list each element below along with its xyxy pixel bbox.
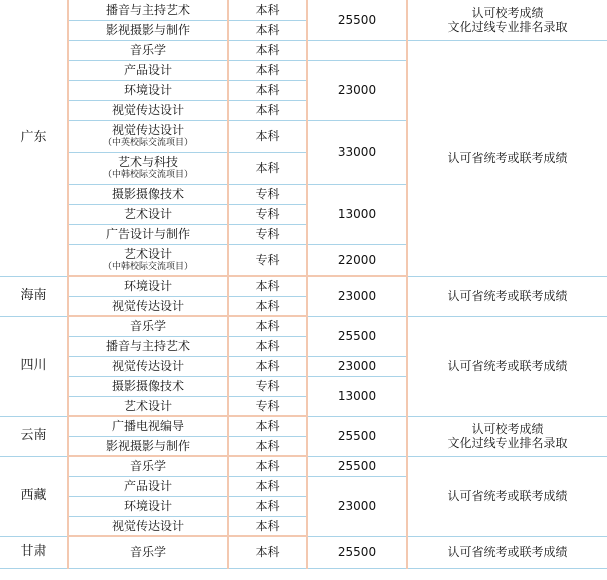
requirement-cell: 认可校考成绩 文化过线专业排名录取 [407, 0, 607, 40]
level-cell: 专科 [228, 244, 307, 276]
major-cell: 广告设计与制作 [68, 224, 228, 244]
major-note: （中韩校际交流项目） [102, 170, 193, 180]
major-cell: 音乐学 [68, 40, 228, 60]
level-cell: 本科 [228, 536, 307, 568]
level-cell: 本科 [228, 276, 307, 296]
tuition-cell: 22000 [307, 244, 407, 276]
major-cell [68, 244, 228, 276]
major-name: 艺术与科技 [117, 155, 178, 169]
requirement-cell: 认可校考成绩 文化过线专业排名录取 [407, 416, 607, 456]
major-cell: 环境设计 [68, 276, 228, 296]
level-cell: 本科 [228, 20, 307, 40]
major-cell: 影视摄影与制作 [68, 20, 228, 40]
major-cell: 产品设计 [68, 476, 228, 496]
major-cell: 影视摄影与制作 [68, 436, 228, 456]
level-cell: 本科 [228, 356, 307, 376]
level-cell: 本科 [228, 476, 307, 496]
province-cell: 广东 [0, 0, 68, 276]
major-cell: 视觉传达设计 [68, 100, 228, 120]
major-cell: 环境设计 [68, 80, 228, 100]
major-cell: 广播电视编导 [68, 416, 228, 436]
level-cell: 本科 [228, 316, 307, 336]
major-note: （中韩校际交流项目） [102, 261, 193, 272]
major-cell [68, 120, 228, 152]
requirement-cell: 认可省统考或联考成绩 [407, 536, 607, 568]
tuition-cell [307, 40, 407, 60]
level-cell: 本科 [228, 416, 307, 436]
province-cell: 四川 [0, 316, 68, 416]
major-cell: 艺术设计 [68, 396, 228, 416]
level-cell: 本科 [228, 60, 307, 80]
level-cell: 本科 [228, 296, 307, 316]
level-cell: 本科 [228, 456, 307, 476]
level-cell: 专科 [228, 184, 307, 204]
province-cell: 甘肃 [0, 536, 68, 568]
major-name: 艺术设计 [123, 246, 172, 261]
table-row [0, 536, 607, 568]
major-cell: 艺术设计 [68, 204, 228, 224]
table-row [0, 316, 607, 336]
tuition-cell: 23000 [307, 476, 407, 536]
level-cell: 本科 [228, 436, 307, 456]
major-cell: 摄影摄像技术 [68, 376, 228, 396]
level-cell: 本科 [228, 336, 307, 356]
table-row [0, 276, 607, 296]
tuition-cell: 25500 [307, 416, 407, 456]
major-name: 视觉传达设计 [111, 123, 184, 137]
tuition-cell: 23000 [307, 276, 407, 316]
province-cell: 云南 [0, 416, 68, 456]
tuition-cell: 23000 [307, 356, 407, 376]
level-cell: 专科 [228, 204, 307, 224]
level-cell: 本科 [228, 100, 307, 120]
province-cell: 海南 [0, 276, 68, 316]
level-cell: 本科 [228, 120, 307, 152]
province-cell: 西藏 [0, 456, 68, 536]
major-cell: 环境设计 [68, 496, 228, 516]
major-cell: 视觉传达设计 [68, 516, 228, 536]
level-cell: 本科 [228, 496, 307, 516]
tuition-cell: 25500 [307, 456, 407, 476]
level-cell: 本科 [228, 40, 307, 60]
tuition-cell: 25500 [307, 536, 407, 568]
requirement-cell: 认可省统考或联考成绩 [407, 456, 607, 536]
major-cell: 摄影摄像技术 [68, 184, 228, 204]
level-cell: 本科 [228, 516, 307, 536]
level-cell: 专科 [228, 224, 307, 244]
table-row [0, 0, 607, 20]
tuition-cell: 25500 [307, 316, 407, 356]
tuition-cell: 13000 [307, 184, 407, 244]
tuition-cell: 13000 [307, 376, 407, 416]
requirement-cell: 认可省统考或联考成绩 [407, 276, 607, 316]
level-cell: 本科 [228, 80, 307, 100]
major-cell: 播音与主持艺术 [68, 336, 228, 356]
tuition-cell: 23000 [307, 60, 407, 120]
requirement-cell: 认可省统考或联考成绩 [407, 40, 607, 276]
major-note: （中英校际交流项目） [102, 138, 193, 148]
level-cell: 专科 [228, 396, 307, 416]
major-cell: 视觉传达设计 [68, 296, 228, 316]
table-row [0, 456, 607, 476]
level-cell: 专科 [228, 376, 307, 396]
tuition-cell: 25500 [307, 0, 407, 40]
requirement-cell: 认可省统考或联考成绩 [407, 316, 607, 416]
level-cell: 本科 [228, 0, 307, 20]
major-cell: 音乐学 [68, 316, 228, 336]
level-cell: 本科 [228, 152, 307, 184]
major-cell: 产品设计 [68, 60, 228, 80]
table-row [0, 416, 607, 436]
major-cell [68, 152, 228, 184]
major-cell: 播音与主持艺术 [68, 0, 228, 20]
major-cell: 视觉传达设计 [68, 356, 228, 376]
table-row [0, 40, 607, 60]
tuition-cell: 33000 [307, 120, 407, 184]
major-cell: 音乐学 [68, 456, 228, 476]
major-cell: 音乐学 [68, 536, 228, 568]
